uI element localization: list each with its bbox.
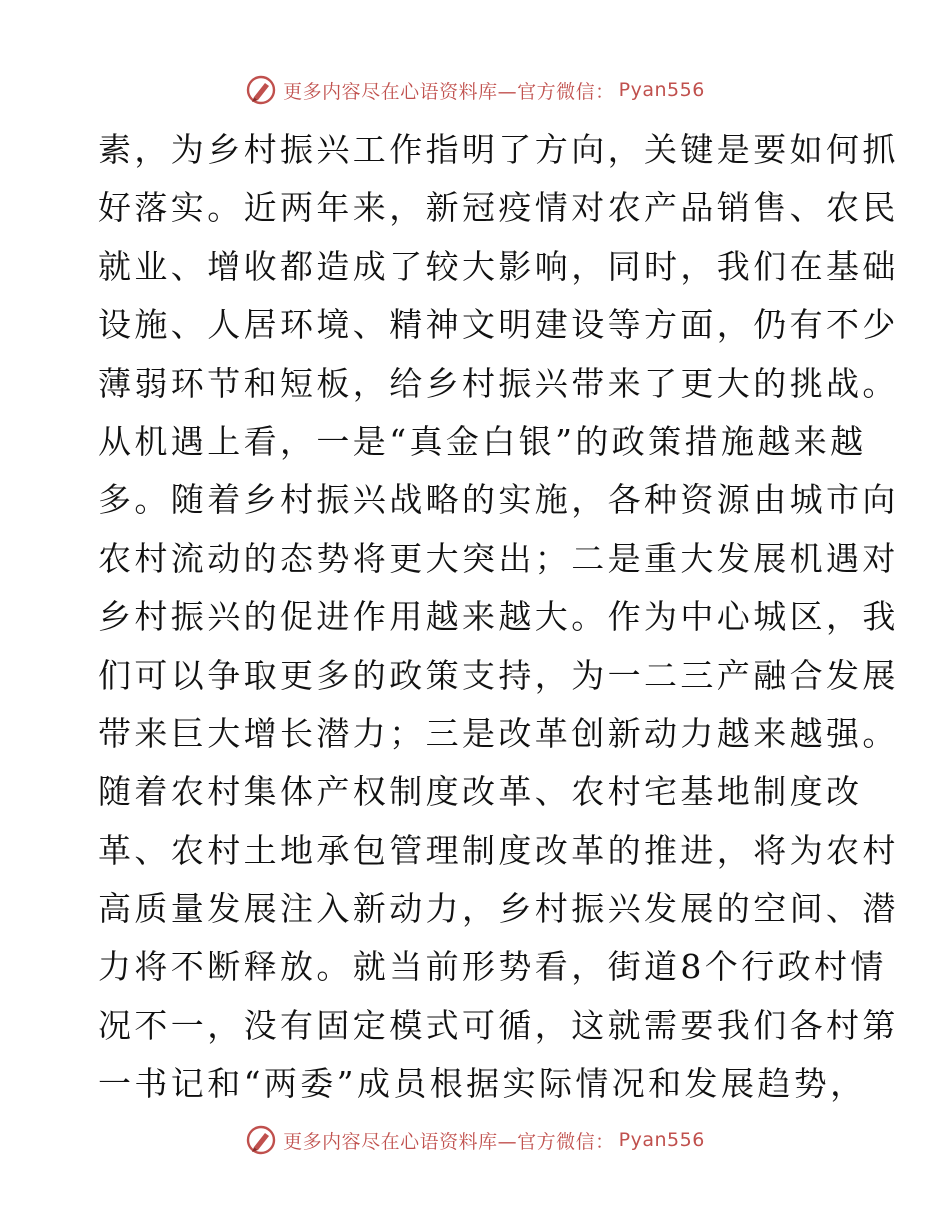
- footer-watermark: [0, 1120, 950, 1160]
- document-body: [98, 121, 899, 1114]
- text-line: 从机遇上看，一是“真金白银”的政策措施越来越: [98, 421, 867, 461]
- text-line: 随着农村集体产权制度改革、农村宅基地制度改: [98, 772, 863, 812]
- header-watermark: [0, 70, 950, 110]
- text-line: 力将不断释放。就当前形势看，街道8个行政村情: [98, 947, 887, 987]
- text-line: 就业、增收都造成了较大影响，同时，我们在基础: [98, 246, 899, 286]
- text-line: 好落实。近两年来，新冠疫情对农产品销售、农民: [98, 188, 899, 228]
- text-line: 况不一，没有固定模式可循，这就需要我们各村第: [98, 1005, 899, 1045]
- text-line: 革、农村土地承包管理制度改革的推进，将为农村: [98, 830, 899, 870]
- text-line: 乡村振兴的促进作用越来越大。作为中心城区，我: [98, 597, 899, 637]
- text-line: 薄弱环节和短板，给乡村振兴带来了更大的挑战。: [98, 363, 899, 403]
- text-line: 带来巨大增长潜力；三是改革创新动力越来越强。: [98, 713, 899, 753]
- pen-logo-icon: [245, 74, 277, 106]
- watermark-text: 更多内容尽在心语资料库—官方微信：: [283, 80, 615, 103]
- pen-logo-icon: [245, 1124, 277, 1156]
- wechat-id: Pyan556: [618, 1129, 705, 1151]
- text-line: 素，为乡村振兴工作指明了方向，关键是要如何抓: [98, 130, 899, 169]
- text-line: 一书记和“两委”成员根据实际情况和发展趋势，: [98, 1064, 867, 1104]
- text-line: 们可以争取更多的政策支持，为一二三产融合发展: [98, 655, 899, 695]
- text-line: 设施、人居环境、精神文明建设等方面，仍有不少: [98, 305, 899, 345]
- watermark-text: 更多内容尽在心语资料库—官方微信：: [283, 1130, 615, 1153]
- wechat-id: Pyan556: [618, 79, 705, 101]
- text-line: 高质量发展注入新动力，乡村振兴发展的空间、潜: [98, 889, 899, 929]
- text-line: 农村流动的态势将更大突出；二是重大发展机遇对: [98, 538, 899, 578]
- text-line: 多。随着乡村振兴战略的实施，各种资源由城市向: [98, 480, 899, 520]
